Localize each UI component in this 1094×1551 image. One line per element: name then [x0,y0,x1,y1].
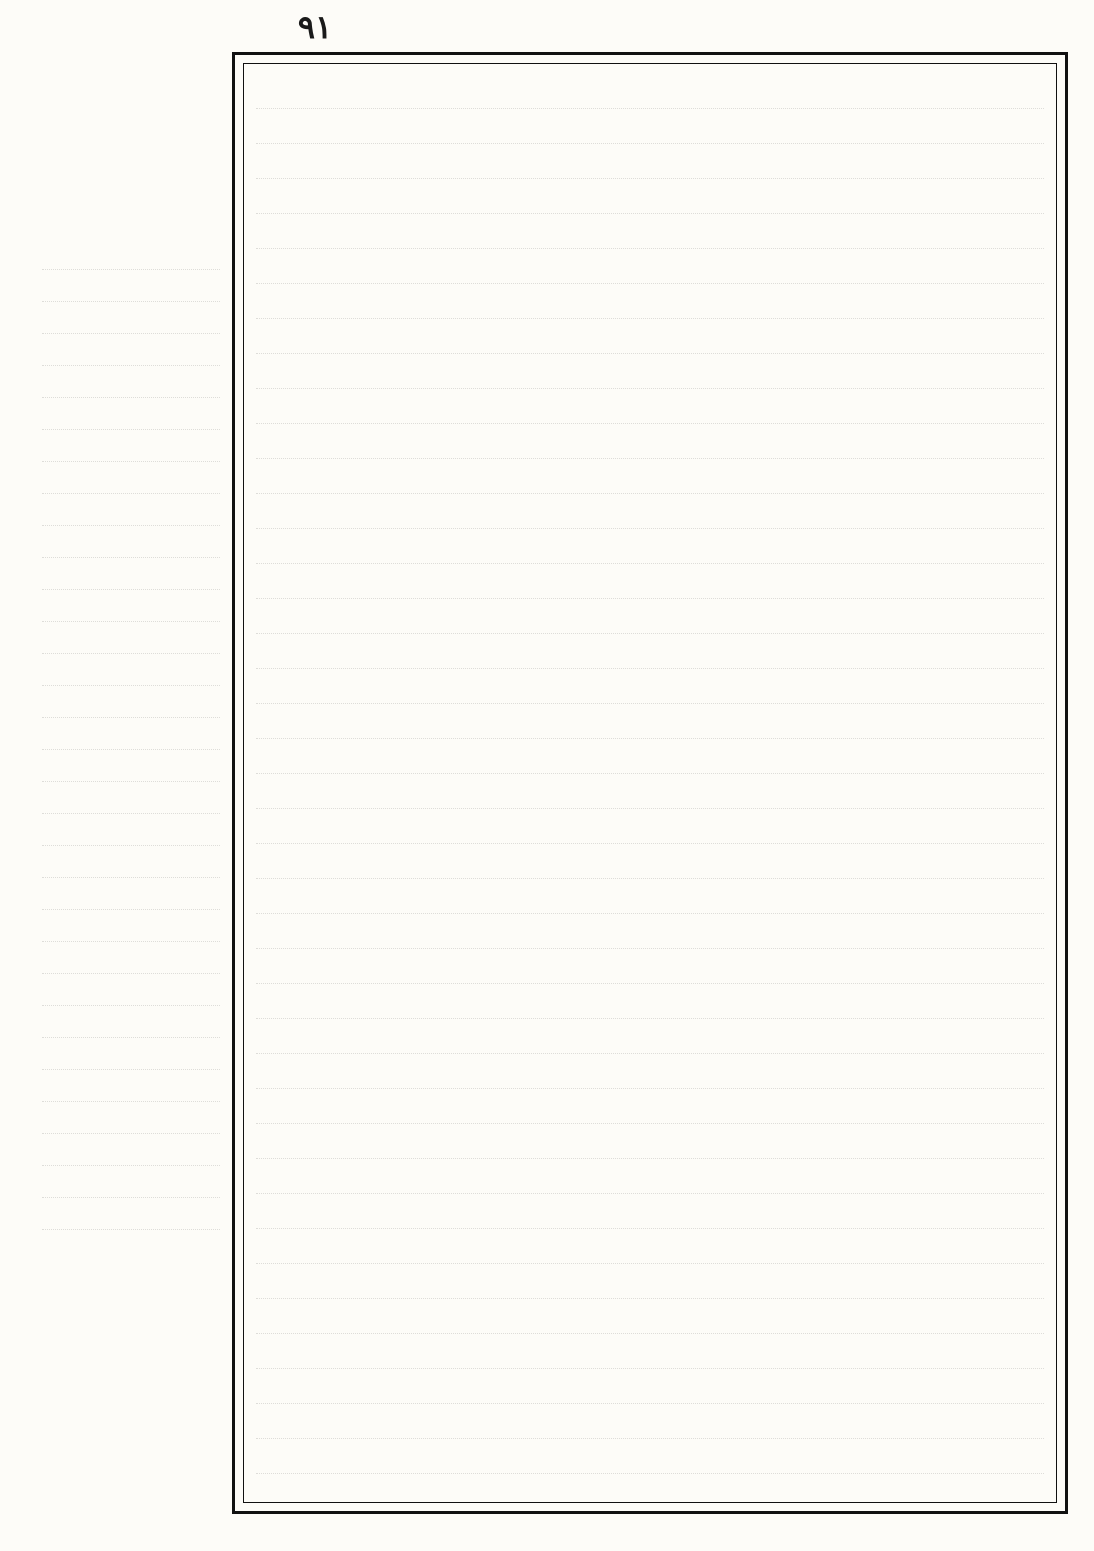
margin-text-line [42,1006,220,1038]
main-text-line [256,74,1044,109]
main-text-line [256,144,1044,179]
main-text-line [256,494,1044,529]
margin-text-line [42,334,220,366]
main-text-line [256,1124,1044,1159]
main-text-line [256,704,1044,739]
main-text-inner-border [243,63,1057,1503]
main-text-line [256,1439,1044,1474]
main-text-line [256,459,1044,494]
margin-text-line [42,526,220,558]
main-text-line [256,109,1044,144]
main-text-line [256,1369,1044,1404]
main-text-frame [232,52,1068,1514]
margin-text-line [42,1038,220,1070]
margin-text-line [42,1134,220,1166]
main-text-line [256,774,1044,809]
main-text-line [256,529,1044,564]
page-number: ٩١ [297,8,333,46]
main-text-line [256,914,1044,949]
margin-text-line [42,910,220,942]
margin-text-line [42,942,220,974]
main-text-line [256,1054,1044,1089]
main-text-line [256,564,1044,599]
main-text-line [256,179,1044,214]
margin-text-line [42,878,220,910]
main-text-line [256,809,1044,844]
main-text-line [256,739,1044,774]
margin-text-line [42,270,220,302]
margin-text-line [42,462,220,494]
margin-text-line [42,430,220,462]
margin-text-line [42,974,220,1006]
main-text-line [256,1299,1044,1334]
margin-text-line [42,782,220,814]
main-text-body [256,74,1044,1492]
margin-text-line [42,366,220,398]
main-text-line [256,319,1044,354]
main-text-line [256,669,1044,704]
main-text-line [256,1089,1044,1124]
margin-text-line [42,750,220,782]
main-text-line [256,599,1044,634]
main-text-line [256,844,1044,879]
main-text-line [256,634,1044,669]
margin-text-line [42,590,220,622]
main-text-line [256,424,1044,459]
margin-text-line [42,718,220,750]
margin-text-line [42,398,220,430]
main-text-line [256,879,1044,914]
main-text-line [256,1334,1044,1369]
main-text-line [256,1019,1044,1054]
margin-text-line [42,1102,220,1134]
margin-text-line [42,622,220,654]
margin-text-line [42,1070,220,1102]
margin-text-line [42,238,220,270]
margin-text-line [42,1166,220,1198]
margin-text-line [42,302,220,334]
main-text-line [256,1229,1044,1264]
margin-text-line [42,846,220,878]
margin-text-line [42,1198,220,1230]
main-text-line [256,389,1044,424]
margin-text-line [42,686,220,718]
margin-text-line [42,814,220,846]
main-text-line [256,949,1044,984]
main-text-line [256,354,1044,389]
main-text-line [256,1474,1044,1492]
main-text-line [256,1264,1044,1299]
margin-text-line [42,1230,220,1238]
main-text-line [256,214,1044,249]
margin-text-line [42,558,220,590]
main-text-line [256,284,1044,319]
main-text-line [256,1194,1044,1229]
main-text-line [256,984,1044,1019]
margin-commentary [42,238,220,1238]
main-text-line [256,249,1044,284]
margin-text-line [42,494,220,526]
main-text-line [256,1404,1044,1439]
margin-text-line [42,654,220,686]
main-text-line [256,1159,1044,1194]
